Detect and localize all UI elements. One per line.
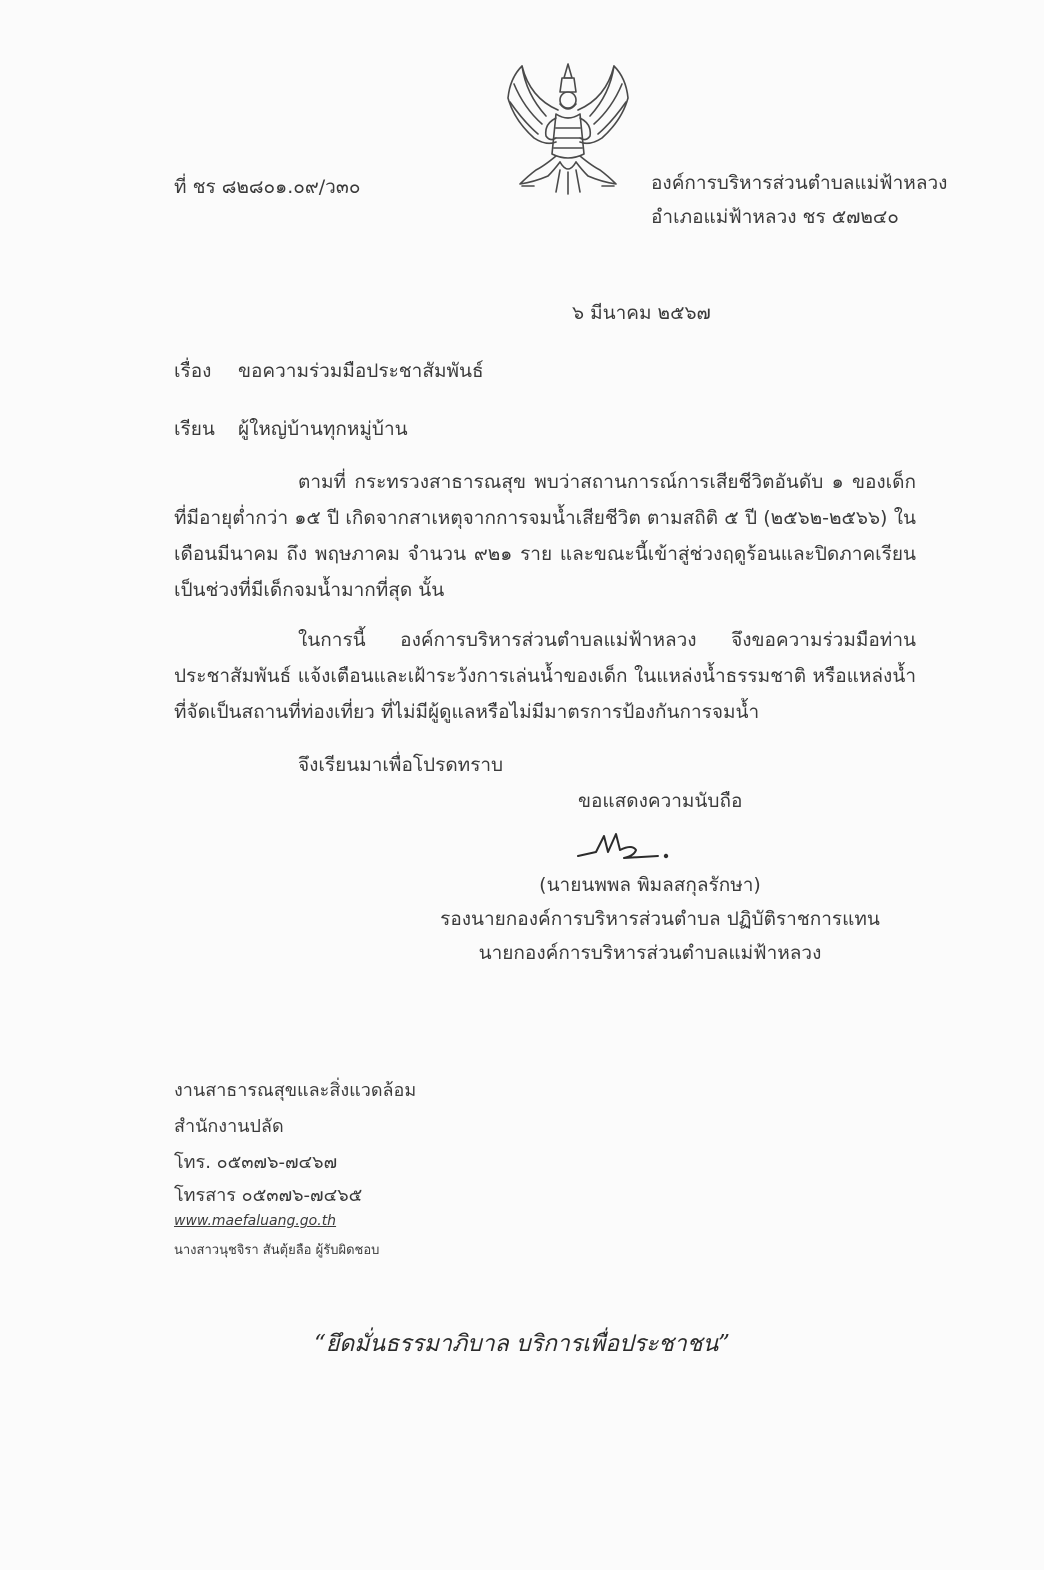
responsible-person: นางสาวนุชจิรา สันตุ้ยลือ ผู้รับผิดชอบ xyxy=(174,1243,380,1258)
signatory-position: รองนายกองค์การบริหารส่วนตำบล ปฏิบัติราชการแทน xyxy=(440,908,880,930)
organization-title: นายกองค์การบริหารส่วนตำบลแม่ฟ้าหลวง xyxy=(478,942,822,964)
fax: โทรสาร ๐๕๓๗๖-๗๔๖๕ xyxy=(174,1185,363,1206)
motto: “ยึดมั่นธรรมาภิบาล บริการเพื่อประชาชน” xyxy=(314,1331,730,1357)
garuda-emblem-icon xyxy=(500,58,636,198)
signatory-name: (นายนพพล พิมลสกุลรักษา) xyxy=(539,874,761,896)
body-paragraph-1 xyxy=(174,464,916,608)
website-link[interactable]: www.maefaluang.go.th xyxy=(174,1213,337,1229)
department-name: งานสาธารณสุขและสิ่งแวดล้อม xyxy=(174,1080,417,1101)
organization-address: อำเภอแม่ฟ้าหลวง ชร ๕๗๒๔๐ xyxy=(651,206,899,228)
body-paragraph-1-text: ตามที่ กระทรวงสาธารณสุข พบว่าสถานการณ์การเสียชีวิตอันดับ ๑ ของเด็กที่มีอายุต่ำกว่า ๑๕ ปี เกิดจากสาเหตุจากการจมน้ำเสียชีวิต ตามสถิติ ๕ ปี (๒๕๖๒-๒๕๖๖) ในเดือนมีนาคม ถึง พฤษภาคม จำนวน ๙๒๑ ราย และขณะนี้เข้าสู่ช่วงฤดูร้อนและปิดภาคเรียน เป็นช่วงที่มีเด็กจมน้ำมากที่สุด นั้น xyxy=(174,471,916,601)
telephone: โทร. ๐๕๓๗๖-๗๔๖๗ xyxy=(174,1152,338,1173)
subject-text: ขอความร่วมมือประชาสัมพันธ์ xyxy=(238,360,484,382)
subject-label: เรื่อง xyxy=(174,360,212,382)
letter-date: ๖ มีนาคม ๒๕๖๗ xyxy=(572,302,711,324)
closing-sentence: จึงเรียนมาเพื่อโปรดทราบ xyxy=(298,754,504,776)
recipient-text: ผู้ใหญ่บ้านทุกหมู่บ้าน xyxy=(238,418,408,440)
handwritten-signature xyxy=(574,826,674,864)
organization-name: องค์การบริหารส่วนตำบลแม่ฟ้าหลวง xyxy=(651,172,948,194)
regards: ขอแสดงความนับถือ xyxy=(578,790,743,812)
recipient-label: เรียน xyxy=(174,418,215,440)
body-paragraph-2 xyxy=(174,622,916,730)
body-paragraph-2-text: ในการนี้ องค์การบริหารส่วนตำบลแม่ฟ้าหลวง จึงขอความร่วมมือท่านประชาสัมพันธ์ แจ้งเตือนและเฝ้าระวังการเล่นน้ำของเด็ก ในแหล่งน้ำธรรมชาติ หรือแหล่งน้ำที่จัดเป็นสถานที่ท่องเที่ยว ที่ไม่มีผู้ดูแลหรือไม่มีมาตรการป้องกันการจมน้ำ xyxy=(174,629,916,723)
office-name: สำนักงานปลัด xyxy=(174,1116,284,1137)
reference-number: ที่ ชร ๘๒๘๐๑.๐๙/ว๓๐ xyxy=(174,176,361,198)
